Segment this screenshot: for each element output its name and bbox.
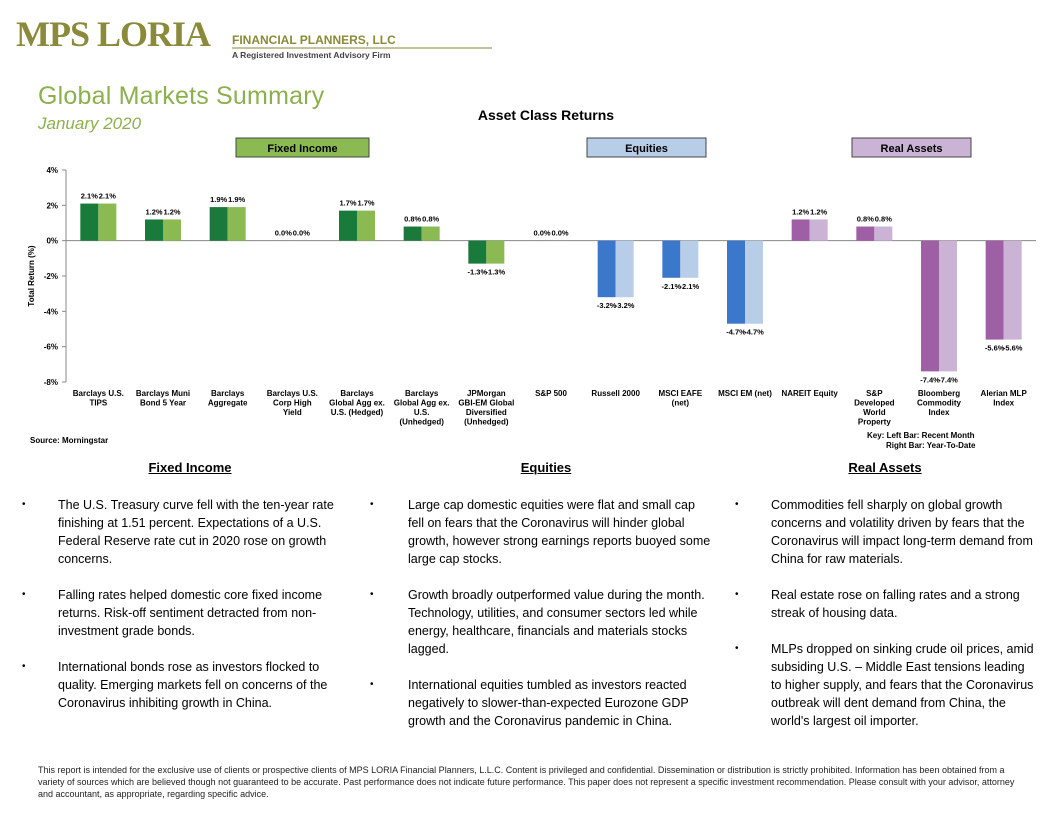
bullet-text: Falling rates helped domestic core fixed income returns. Risk-off sentiment detracted from non-investment grade bonds.	[58, 588, 323, 638]
bar-year-to-date	[357, 211, 375, 241]
data-label-recent: -3.2%	[596, 301, 617, 311]
equities-heading: Equities	[520, 460, 572, 475]
bullet-icon: •	[735, 643, 739, 654]
data-label-ytd: 0.0%	[292, 228, 310, 238]
disclaimer: This report is intended for the exclusive use of clients or prospective clients of MPS LORIA Financial Planners, L.L.C. Content is privileged and confidential. Dissemination or distribution is strictly prohibited. Information has been obtained from a variety of sources which are believed though not guaranteed to be accurate. Past performance does not indicate future performance. This paper does not represent a specific investment recommendation. Please consult with your advisor, attorney and accountant, as appropriate, regarding specific advice.	[38, 765, 1015, 799]
data-label-recent: -5.6%	[984, 343, 1005, 353]
x-tick-label: Barclays Aggregate	[207, 389, 248, 408]
bar-year-to-date	[810, 219, 828, 240]
bullet-text: Growth broadly outperformed value during the month. Technology, utilities, and consumer sectors led while energy, healthcare, financials and materials stocks lagged.	[408, 588, 705, 656]
data-label-recent: 0.8%	[404, 214, 422, 224]
data-label-recent: 0.0%	[274, 228, 292, 238]
bar-recent-month	[856, 227, 874, 241]
data-label-ytd: -4.7%	[744, 327, 764, 337]
fixed-income-bullets	[22, 496, 358, 730]
x-tick-label: S&P Developed World Property	[854, 389, 895, 427]
group-header-label: Fixed Income	[267, 143, 338, 155]
bar-recent-month	[598, 241, 616, 298]
data-label-ytd: -7.4%	[938, 375, 958, 385]
bullet-text: International bonds rose as investors flocked to quality. Emerging markets fell on concerns of the Coronavirus inhibiting growth in China.	[58, 660, 328, 710]
data-label-recent: 0.0%	[533, 228, 551, 238]
data-label-ytd: -2.1%	[679, 281, 700, 291]
group-header-label: Real Assets	[880, 143, 943, 155]
bar-year-to-date	[616, 241, 634, 298]
bar-recent-month	[145, 219, 163, 240]
y-tick-label: 2%	[46, 201, 58, 211]
bar-year-to-date	[422, 227, 440, 241]
data-label-ytd: 0.8%	[422, 214, 440, 224]
real-assets-heading: Real Assets	[848, 460, 922, 475]
page-subtitle: January 2020	[38, 114, 142, 133]
bar-recent-month	[404, 227, 422, 241]
bullet-icon: •	[370, 679, 374, 690]
chart-source: Source: Morningstar	[30, 436, 109, 445]
bullet-icon: •	[22, 589, 26, 600]
bullet-text: Large cap domestic equities were flat and small cap fell on fears that the Coronavirus will hinder global growth, however strong earnings reports buoyed some large cap stocks.	[408, 498, 711, 566]
bar-year-to-date	[163, 219, 181, 240]
data-label-recent: -1.3%	[467, 267, 488, 277]
y-tick-label: -2%	[43, 272, 58, 281]
data-label-recent: -4.7%	[726, 327, 746, 337]
bullet-text: The U.S. Treasury curve fell with the ten-year rate finishing at 1.51 percent. Expectations of a U.S. Federal Reserve rate cut in 2020 rose on growth concerns.	[58, 498, 334, 566]
data-label-ytd: 1.2%	[810, 207, 828, 217]
bar-year-to-date	[939, 241, 957, 372]
data-label-recent: 2.1%	[80, 191, 98, 201]
data-label-recent: 1.7%	[339, 198, 357, 208]
bullet-icon: •	[735, 589, 739, 600]
data-label-recent: 1.2%	[145, 207, 163, 217]
bar-year-to-date	[486, 241, 504, 264]
company-logo	[14, 14, 494, 64]
y-tick-label: -4%	[43, 307, 58, 317]
list-item	[735, 586, 1037, 622]
data-label-recent: 1.9%	[210, 195, 228, 205]
chart-canvas	[24, 100, 1054, 456]
bar-recent-month	[986, 241, 1004, 340]
x-tick-label: Barclays Global Agg ex. U.S. (Unhedged)	[393, 389, 450, 427]
data-label-recent: -7.4%	[920, 375, 940, 385]
bullet-icon: •	[22, 661, 26, 672]
logo-firm-name: FINANCIAL PLANNERS, LLC	[232, 33, 396, 47]
x-tick-label: JPMorgan GBI-EM Global Diversified (Unhedged)	[458, 389, 515, 427]
x-tick-label: Barclays Global Agg ex. U.S. (Hedged)	[329, 389, 385, 417]
list-item	[735, 640, 1037, 730]
bar-recent-month	[468, 241, 486, 264]
bar-year-to-date	[680, 241, 698, 278]
chart-title: Asset Class Returns	[477, 107, 615, 123]
list-item	[735, 496, 1037, 568]
data-label-ytd: 0.0%	[551, 228, 569, 238]
bullet-icon: •	[735, 499, 739, 510]
data-label-recent: -2.1%	[661, 281, 682, 291]
data-label-ytd: 2.1%	[98, 191, 116, 201]
data-label-recent: 1.2%	[792, 207, 810, 217]
bar-recent-month	[80, 204, 98, 241]
bar-recent-month	[210, 207, 228, 241]
bar-year-to-date	[1004, 241, 1022, 340]
list-item	[370, 676, 712, 730]
data-label-ytd: -3.2%	[614, 301, 635, 311]
x-tick-label: Barclays U.S. TIPS	[72, 389, 124, 408]
y-axis-label: Total Return (%)	[27, 245, 36, 307]
bullet-text: MLPs dropped on sinking crude oil prices, amid subsiding U.S. – Middle East tensions leading to higher supply, and fears that the Coronavirus outbreak will dent demand from China, the world's largest oil importer.	[771, 642, 1034, 728]
x-tick-label: Barclays U.S. Corp High Yield	[266, 389, 318, 417]
bullet-text: Commodities fell sharply on global growth concerns and volatility driven by fears that the Coronavirus will impact long-term demand from China for raw materials.	[771, 498, 1033, 566]
x-tick-label: MSCI EM (net)	[718, 389, 772, 398]
bar-recent-month	[339, 211, 357, 241]
x-tick-label: Russell 2000	[591, 389, 640, 398]
x-tick-label: NAREIT Equity	[781, 389, 838, 398]
asset-class-returns-chart	[24, 100, 1054, 456]
x-tick-label: S&P 500	[535, 389, 567, 398]
data-label-ytd: -5.6%	[1002, 343, 1023, 353]
y-tick-label: -6%	[43, 342, 58, 352]
equities-bullets	[370, 496, 712, 748]
bullet-icon: •	[22, 499, 26, 510]
data-label-recent: 0.8%	[856, 214, 874, 224]
logo-tagline: A Registered Investment Advisory Firm	[232, 50, 391, 60]
bar-year-to-date	[874, 227, 892, 241]
data-label-ytd: 1.7%	[357, 198, 375, 208]
bullet-text: International equities tumbled as investors reacted negatively to slower-than-expected Eurozone GDP growth and the Coronavirus pandemic in China.	[408, 678, 689, 728]
bar-year-to-date	[98, 204, 116, 241]
data-label-ytd: 0.8%	[874, 214, 892, 224]
y-tick-label: 0%	[46, 236, 58, 246]
chart-key-line-1: Key: Left Bar: Recent Month	[867, 431, 975, 440]
bullet-icon: •	[370, 589, 374, 600]
list-item	[370, 586, 712, 658]
bar-year-to-date	[745, 241, 763, 324]
chart-key-line-2: Right Bar: Year-To-Date	[886, 441, 976, 450]
bullet-icon: •	[370, 499, 374, 510]
bar-recent-month	[662, 241, 680, 278]
x-tick-label: MSCI EAFE (net)	[658, 389, 703, 408]
bar-recent-month	[727, 241, 745, 324]
bar-year-to-date	[228, 207, 246, 241]
page-title: Global Markets Summary	[38, 82, 325, 110]
x-tick-label: Barclays Muni Bond 5 Year	[135, 389, 191, 408]
data-label-ytd: 1.9%	[228, 195, 246, 205]
list-item	[22, 658, 358, 712]
y-tick-label: 4%	[46, 166, 58, 175]
data-label-ytd: -1.3%	[485, 267, 506, 277]
bar-recent-month	[792, 219, 810, 240]
x-tick-label: Bloomberg Commodity Index	[917, 389, 961, 417]
group-header-label: Equities	[625, 143, 668, 155]
bullet-text: Real estate rose on falling rates and a strong streak of housing data.	[771, 588, 1020, 620]
real-assets-bullets	[735, 496, 1037, 748]
fixed-income-heading: Fixed Income	[148, 460, 232, 475]
list-item	[22, 586, 358, 640]
list-item	[22, 496, 358, 568]
bar-recent-month	[921, 241, 939, 372]
y-tick-label: -8%	[43, 378, 58, 387]
x-tick-label: Alerian MLP Index	[980, 389, 1027, 408]
logo-wordmark: MPS LORIA	[16, 14, 211, 54]
data-label-ytd: 1.2%	[163, 207, 181, 217]
list-item	[370, 496, 712, 568]
